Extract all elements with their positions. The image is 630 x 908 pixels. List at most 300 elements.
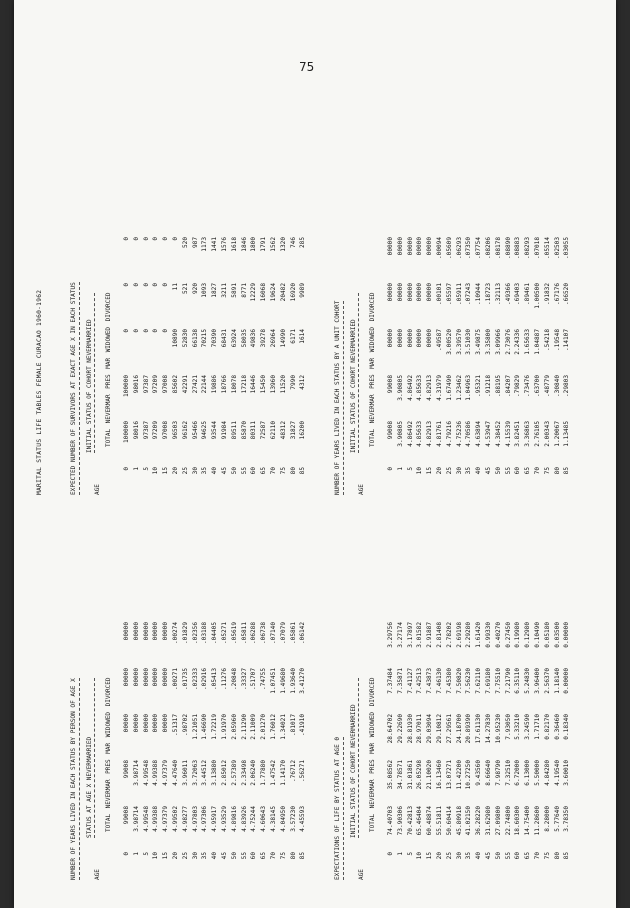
table-row xyxy=(396,510,406,880)
table-row xyxy=(396,25,406,495)
column-headers: TOTAL NEVERMAR PRES MAR WIDOWED DIVORCED xyxy=(105,292,112,447)
value-cell: .02916 xyxy=(201,668,209,691)
value-cell: 00000 xyxy=(152,622,160,641)
value-cell: 3.49875 xyxy=(475,329,483,355)
rotated-table-area xyxy=(36,20,596,880)
age-cell: 70 xyxy=(533,467,541,475)
value-cell: 2.00343 xyxy=(543,421,551,447)
age-cell: 60 xyxy=(250,467,258,475)
value-cell: 00000 xyxy=(406,283,414,302)
value-cell: 2.24336 xyxy=(514,329,522,355)
age-cell: 65 xyxy=(260,852,268,860)
value-cell: 2.85012 xyxy=(220,760,228,786)
value-cell: 3.00520 xyxy=(445,329,453,355)
value-cell: 31.01861 xyxy=(406,760,414,790)
age-cell: 25 xyxy=(181,852,189,860)
value-cell: 0 xyxy=(123,237,130,241)
value-cell: 285 xyxy=(299,237,307,249)
value-cell: 5.24830 xyxy=(524,668,532,694)
value-cell: 94625 xyxy=(201,421,209,440)
value-cell: 14990 xyxy=(279,329,287,348)
table-row xyxy=(220,510,230,880)
value-cell: .84207 xyxy=(504,375,512,398)
table-row xyxy=(504,510,514,880)
value-cell: 00000 xyxy=(416,329,424,348)
value-cell: 3.35800 xyxy=(484,329,492,355)
value-cell: 4.82913 xyxy=(426,421,434,447)
table-row xyxy=(249,510,259,880)
value-cell: .05609 xyxy=(445,237,453,260)
value-cell: 4.97379 xyxy=(162,760,170,786)
value-cell: 93544 xyxy=(211,421,219,440)
value-cell: 89511 xyxy=(230,421,238,440)
table-row xyxy=(386,25,396,495)
value-cell: .00271 xyxy=(171,668,179,691)
value-cell: 17218 xyxy=(240,375,248,394)
value-cell: 8771 xyxy=(240,283,248,298)
age-cell: 20 xyxy=(171,852,179,860)
value-cell: 00000 xyxy=(387,283,394,302)
age-cell: 20 xyxy=(435,852,443,860)
age-cell: 60 xyxy=(250,852,258,860)
value-cell: 100000 xyxy=(123,375,130,398)
value-cell: 4.97379 xyxy=(162,806,170,832)
status-header: INITIAL STATUS OF COHORT NEVERMARRIED xyxy=(350,319,357,453)
value-cell: 4.99502 xyxy=(171,806,179,832)
table-row xyxy=(435,510,445,880)
value-cell: 21.10020 xyxy=(426,760,434,790)
age-cell: 75 xyxy=(279,852,287,860)
value-cell: 0.18340 xyxy=(563,714,571,740)
value-cell: .00101 xyxy=(435,283,443,306)
value-cell: 99008 xyxy=(123,806,130,825)
value-cell: 00000 xyxy=(416,237,424,256)
value-cell: .95321 xyxy=(475,375,483,398)
value-cell: .07350 xyxy=(465,237,473,260)
value-cell: .81017 xyxy=(289,714,297,737)
age-cell: 45 xyxy=(484,852,492,860)
value-cell: 2.57389 xyxy=(230,760,238,786)
age-cell: 80 xyxy=(289,467,297,475)
value-cell: 22.74800 xyxy=(504,806,512,836)
age-cell: 80 xyxy=(289,852,297,860)
value-cell: 7.45380 xyxy=(445,668,453,694)
value-cell: 0.99330 xyxy=(484,622,492,648)
value-cell: 4.79216 xyxy=(445,421,453,447)
table-row xyxy=(240,25,250,495)
value-cell: .08890 xyxy=(504,237,512,260)
value-cell: 3.17897 xyxy=(406,622,414,648)
value-cell: 1.13485 xyxy=(563,421,571,447)
column-headers: TOTAL NEVERMAR PRES MAR WIDOWED DIVORCED xyxy=(369,292,376,447)
table-row xyxy=(191,25,201,495)
value-cell: .06288 xyxy=(250,622,258,645)
value-cell: 65.46404 xyxy=(416,806,424,836)
age-cell: 0 xyxy=(123,467,130,471)
table-row xyxy=(464,510,474,880)
value-cell: 00000 xyxy=(162,622,170,641)
value-cell: 70.42813 xyxy=(406,806,414,836)
value-cell: 7990 xyxy=(289,375,297,390)
value-cell: .05619 xyxy=(230,622,238,645)
value-cell: .91832 xyxy=(543,283,551,306)
age-cell: 1 xyxy=(396,852,404,856)
age-cell: 45 xyxy=(220,852,228,860)
value-cell: 0 xyxy=(152,237,160,241)
value-cell: .08883 xyxy=(514,237,522,260)
age-cell: 65 xyxy=(524,852,532,860)
value-cell: 5.77640 xyxy=(553,806,561,832)
age-cell: 1 xyxy=(396,467,404,471)
value-cell: 00000 xyxy=(132,668,140,687)
value-cell: 98016 xyxy=(132,421,140,440)
value-cell: 2.81408 xyxy=(435,622,443,648)
value-cell: 00000 xyxy=(162,668,170,687)
value-cell: 70390 xyxy=(211,329,219,348)
value-cell: 3.78350 xyxy=(563,806,571,832)
value-cell: 1.14170 xyxy=(279,760,287,786)
value-cell: 0 xyxy=(142,237,150,241)
value-cell: 0 xyxy=(123,283,130,287)
table-row xyxy=(181,510,191,880)
value-cell: 26.05298 xyxy=(416,760,424,790)
age-cell: 25 xyxy=(181,467,189,475)
age-cell: 15 xyxy=(162,467,170,475)
value-cell: 0 xyxy=(162,237,170,241)
table-row xyxy=(122,510,132,880)
value-cell: 97008 xyxy=(162,421,170,440)
table-row xyxy=(553,510,563,880)
value-cell: 34.78571 xyxy=(396,760,404,790)
table-body xyxy=(122,510,308,880)
value-cell: 1093 xyxy=(201,283,209,298)
value-cell: 1.47542 xyxy=(269,760,277,786)
age-cell: 1 xyxy=(132,467,140,471)
value-cell: .49587 xyxy=(435,329,443,352)
value-cell: 00000 xyxy=(142,714,150,733)
value-cell: 31827 xyxy=(289,421,297,440)
value-cell: 19624 xyxy=(269,283,277,302)
table-row xyxy=(191,510,201,880)
age-cell: 60 xyxy=(514,467,522,475)
age-cell: 85 xyxy=(299,467,307,475)
value-cell: 00000 xyxy=(123,622,130,641)
age-cell: 30 xyxy=(455,852,463,860)
value-cell: 00000 xyxy=(426,283,434,302)
value-cell: .14107 xyxy=(563,329,571,352)
value-cell: 16068 xyxy=(260,283,268,302)
age-cell: 50 xyxy=(230,467,238,475)
value-cell: 7.93050 xyxy=(504,714,512,740)
value-cell: .05413 xyxy=(211,668,219,691)
table-body xyxy=(386,25,572,495)
table-row xyxy=(259,510,269,880)
age-cell: 30 xyxy=(191,467,199,475)
value-cell: 7.50820 xyxy=(455,668,463,694)
value-cell: 00000 xyxy=(142,622,150,641)
value-cell: 0 xyxy=(171,237,179,241)
age-cell: 10 xyxy=(416,467,424,475)
value-cell: 4.85633 xyxy=(416,375,424,401)
value-cell: 20.89390 xyxy=(465,714,473,744)
age-cell: 40 xyxy=(211,467,219,475)
value-cell: 98016 xyxy=(132,375,140,394)
value-cell: .18723 xyxy=(484,283,492,306)
value-cell: 00000 xyxy=(162,714,170,733)
table-row xyxy=(415,25,425,495)
value-cell: 68431 xyxy=(220,329,228,348)
panel-years-unit-cohort xyxy=(324,25,572,495)
table-row xyxy=(289,25,299,495)
value-cell: 00000 xyxy=(416,283,424,302)
table-row xyxy=(230,510,240,880)
table-row xyxy=(210,25,220,495)
value-cell: 1.04963 xyxy=(465,375,473,401)
value-cell: 00000 xyxy=(396,283,404,302)
value-cell: 1827 xyxy=(211,283,219,298)
value-cell: 4.99388 xyxy=(152,760,160,786)
value-cell: 7.32510 xyxy=(504,760,512,786)
value-cell: 4.99548 xyxy=(142,806,150,832)
value-cell: 7.69180 xyxy=(484,668,492,694)
value-cell: 17.61130 xyxy=(475,714,483,744)
panel-years-by-status xyxy=(60,510,308,880)
table-row xyxy=(425,510,435,880)
value-cell: .11276 xyxy=(220,668,228,691)
value-cell: .89461 xyxy=(524,283,532,306)
value-cell: .51317 xyxy=(171,714,179,737)
value-cell: 72587 xyxy=(260,421,268,440)
value-cell: 5.33210 xyxy=(514,714,522,740)
age-cell: 70 xyxy=(269,467,277,475)
value-cell: 91984 xyxy=(220,421,228,440)
value-cell: 11.42200 xyxy=(455,760,463,790)
age-cell: 5 xyxy=(142,467,150,471)
value-cell: 3.44512 xyxy=(201,760,209,786)
value-cell: 16446 xyxy=(250,375,258,394)
value-cell: 0 xyxy=(142,329,150,333)
table-row xyxy=(230,25,240,495)
age-cell: 10 xyxy=(416,852,424,860)
value-cell: 2.11009 xyxy=(250,714,258,740)
value-cell: 7.42513 xyxy=(416,668,424,694)
value-cell: .08206 xyxy=(484,237,492,260)
value-cell: .00274 xyxy=(171,622,179,645)
value-cell: 3.82451 xyxy=(514,421,522,447)
value-cell: 4.99388 xyxy=(152,806,160,832)
value-cell: 1.72219 xyxy=(211,714,219,740)
value-cell: 7.98790 xyxy=(494,760,502,786)
value-cell: 3211 xyxy=(220,283,228,298)
table-row xyxy=(494,510,504,880)
value-cell: 3.72063 xyxy=(191,760,199,786)
value-cell: 0.05180 xyxy=(543,622,551,648)
value-cell: 48312 xyxy=(279,421,287,440)
value-cell: 3.27174 xyxy=(396,622,404,648)
table-row xyxy=(562,510,572,880)
value-cell: 100000 xyxy=(123,421,130,444)
document-page xyxy=(14,0,616,908)
value-cell: 00000 xyxy=(426,329,434,348)
age-cell: 60 xyxy=(514,852,522,860)
age-column-header: AGE xyxy=(94,869,101,880)
value-cell: 11.28600 xyxy=(533,806,541,836)
value-cell: .05597 xyxy=(445,283,453,306)
value-cell: 0 xyxy=(132,283,140,287)
value-cell: 22144 xyxy=(201,375,209,394)
column-headers: TOTAL NEVERMAR PRES MAR WIDOWED DIVORCED xyxy=(105,677,112,832)
value-cell: 4.38145 xyxy=(269,806,277,832)
table-row xyxy=(279,25,289,495)
value-cell: 4.86492 xyxy=(406,421,414,447)
value-cell: .05861 xyxy=(289,622,297,645)
value-cell: 12229 xyxy=(250,283,258,302)
value-cell: 0.10490 xyxy=(533,622,541,648)
value-cell: 10890 xyxy=(171,329,179,348)
value-cell: 1.91970 xyxy=(220,714,228,740)
value-cell: 99008 xyxy=(387,421,394,440)
table-row xyxy=(200,510,210,880)
value-cell: 14.75400 xyxy=(524,806,532,836)
table-row xyxy=(240,510,250,880)
age-cell: 80 xyxy=(553,467,561,475)
value-cell: 4.38452 xyxy=(494,421,502,447)
value-cell: 2.56370 xyxy=(543,668,551,694)
value-cell: 70215 xyxy=(201,329,209,348)
table-row xyxy=(406,510,416,880)
value-cell: .54218 xyxy=(543,329,551,352)
value-cell: 19886 xyxy=(211,375,219,394)
value-cell: 35.08562 xyxy=(387,760,394,790)
value-cell: 4.75236 xyxy=(455,421,463,447)
value-cell: 2.76105 xyxy=(533,421,541,447)
value-cell: 3.96011 xyxy=(181,760,189,786)
age-column-header: AGE xyxy=(94,484,101,495)
age-cell: 65 xyxy=(524,467,532,475)
value-cell: .41910 xyxy=(299,714,307,737)
value-cell: 18078 xyxy=(230,375,238,394)
table-row xyxy=(523,25,533,495)
header-divider xyxy=(94,678,95,838)
value-cell: 00000 xyxy=(123,714,130,733)
age-cell: 15 xyxy=(426,852,434,860)
value-cell: 1614 xyxy=(299,329,307,344)
value-cell: 20482 xyxy=(279,283,287,302)
value-cell: 42291 xyxy=(181,375,189,394)
value-cell: 5891 xyxy=(230,283,238,298)
value-cell: 1.67490 xyxy=(445,375,453,401)
value-cell: 3.36863 xyxy=(524,421,532,447)
value-cell: 1441 xyxy=(211,237,219,252)
value-cell: 29.03094 xyxy=(426,714,434,744)
table-row xyxy=(543,510,553,880)
value-cell: .07018 xyxy=(533,237,541,260)
age-cell: 85 xyxy=(299,852,307,860)
value-cell: 9.43560 xyxy=(475,760,483,786)
value-cell: 39278 xyxy=(260,329,268,348)
value-cell: 3.41270 xyxy=(299,668,307,694)
value-cell: 3.13880 xyxy=(211,760,219,786)
value-cell: 11 xyxy=(171,283,179,291)
age-cell: 40 xyxy=(475,467,483,475)
value-cell: 7.41127 xyxy=(406,668,414,694)
table-row xyxy=(445,25,455,495)
value-cell: .06142 xyxy=(299,622,307,645)
value-cell: 2.73076 xyxy=(504,329,512,355)
table-row xyxy=(142,25,152,495)
value-cell: .00094 xyxy=(435,237,443,260)
table-row xyxy=(484,510,494,880)
value-cell: 00000 xyxy=(396,329,404,348)
value-cell: 11520 xyxy=(279,375,287,394)
value-cell: 2.91887 xyxy=(426,622,434,648)
table-row xyxy=(249,25,259,495)
value-cell: .07079 xyxy=(279,622,287,645)
value-cell: 746 xyxy=(289,237,297,249)
value-cell: 4.81761 xyxy=(435,421,443,447)
value-cell: 0.12980 xyxy=(524,622,532,648)
value-cell: .67176 xyxy=(553,283,561,306)
value-cell: .30840 xyxy=(553,375,561,398)
value-cell: 28.97011 xyxy=(416,714,424,744)
value-cell: 1.77880 xyxy=(260,760,268,786)
value-cell: 1.46690 xyxy=(201,714,209,740)
age-cell: 35 xyxy=(465,467,473,475)
value-cell: 13960 xyxy=(269,375,277,394)
value-cell: 3.90805 xyxy=(396,375,404,401)
value-cell: 1618 xyxy=(230,237,238,252)
value-cell: .56271 xyxy=(299,760,307,783)
status-header: INITIAL STATUS OF COHORT NEVERMARRIED xyxy=(86,319,93,453)
value-cell: .08178 xyxy=(494,237,502,260)
value-cell: 7.43873 xyxy=(426,668,434,694)
value-cell: 45.80918 xyxy=(455,806,463,836)
panel-header xyxy=(344,510,386,880)
panel-header xyxy=(344,25,386,495)
value-cell: 7.46130 xyxy=(435,668,443,694)
value-cell: 3.98714 xyxy=(132,760,140,786)
table-row xyxy=(259,25,269,495)
value-cell: .98702 xyxy=(181,714,189,737)
value-cell: 4.15539 xyxy=(504,421,512,447)
value-cell: 920 xyxy=(191,283,199,295)
value-cell: .07140 xyxy=(269,622,277,645)
value-cell: .69403 xyxy=(514,283,522,306)
value-cell: 16200 xyxy=(299,421,307,440)
value-cell: 15450 xyxy=(260,375,268,394)
age-cell: 25 xyxy=(445,852,453,860)
table-row xyxy=(269,510,279,880)
value-cell: 00000 xyxy=(132,622,140,641)
value-cell: 4.89816 xyxy=(230,806,238,832)
table-row xyxy=(406,25,416,495)
value-cell: 0.36460 xyxy=(553,714,561,740)
value-cell: 8.66640 xyxy=(484,760,492,786)
value-cell: 26964 xyxy=(269,329,277,348)
value-cell: 66138 xyxy=(191,329,199,348)
value-cell: .20848 xyxy=(230,668,238,691)
table-row xyxy=(533,510,543,880)
panel-title: NUMBER OF YEARS LIVED IN EACH STATUS BY PERSON OF AGE X xyxy=(70,678,80,880)
value-cell: 4.19540 xyxy=(553,760,561,786)
value-cell: 8.28000 xyxy=(543,806,551,832)
value-cell: 1.23462 xyxy=(455,375,463,401)
value-cell: 96162 xyxy=(181,421,189,440)
value-cell: 29.22690 xyxy=(396,714,404,744)
value-cell: 7.35871 xyxy=(396,668,404,694)
age-cell: 75 xyxy=(543,467,551,475)
table-row xyxy=(171,510,181,880)
